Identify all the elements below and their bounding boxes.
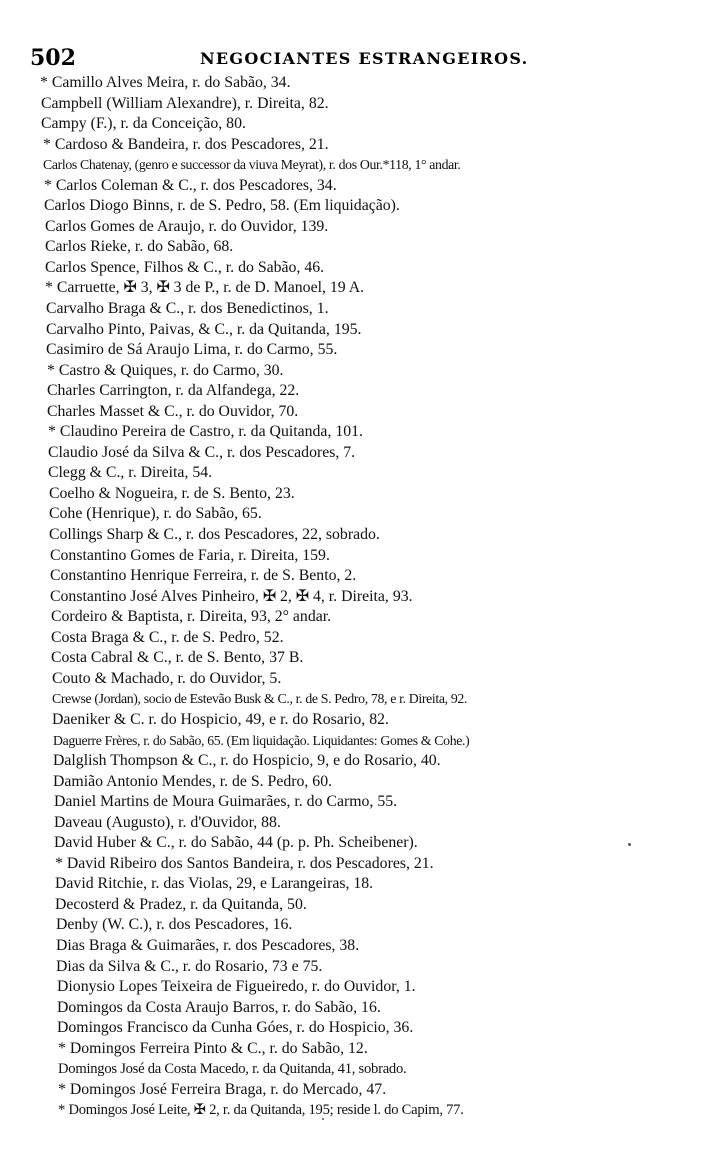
list-item: Couto & Machado, r. do Ouvidor, 5. (52, 669, 282, 687)
list-item: Carlos Chatenay, (genro e successor da viuva Meyrat), r. dos Our.*118, 1° andar. (43, 157, 461, 173)
list-item: Daeniker & C. r. do Hospicio, 49, e r. do Rosario, 82. (52, 710, 389, 728)
list-item: Carvalho Braga & C., r. dos Benedictinos, 1. (46, 300, 329, 318)
list-item: Cohe (Henrique), r. do Sabão, 65. (49, 505, 262, 523)
list-item: * Camillo Alves Meira, r. do Sabão, 34. (40, 74, 291, 91)
list-item: * Domingos José Leite, ✠ 2, r. da Quitanda, 195; reside l. do Capim, 77. (58, 1102, 464, 1119)
list-item: Domingos da Costa Araujo Barros, r. do Sabão, 16. (57, 998, 381, 1016)
list-item: Charles Carrington, r. da Alfandega, 22. (47, 382, 300, 400)
list-item: Cordeiro & Baptista, r. Direita, 93, 2° andar. (51, 608, 332, 626)
page-header (30, 44, 690, 72)
list-item: Costa Cabral & C., r. de S. Bento, 37 B. (51, 649, 304, 667)
merchant-directory-list (0, 73, 725, 1121)
list-item: David Ritchie, r. das Violas, 29, e Larangeiras, 18. (55, 875, 374, 893)
list-item: Constantino Gomes de Faria, r. Direita, 159. (50, 546, 330, 564)
list-item: David Huber & C., r. do Sabão, 44 (p. p. Ph. Scheibener). (54, 834, 418, 852)
list-item: Damião Antonio Mendes, r. de S. Pedro, 60. (53, 772, 333, 790)
list-item: Carvalho Pinto, Paivas, & C., r. da Quitanda, 195. (46, 320, 362, 338)
list-item: * Domingos José Ferreira Braga, r. do Mercado, 47. (58, 1080, 387, 1098)
list-item: Daniel Martins de Moura Guimarães, r. do Carmo, 55. (54, 793, 398, 811)
list-item: Constantino Henrique Ferreira, r. de S. Bento, 2. (50, 567, 357, 585)
list-item: Domingos Francisco da Cunha Góes, r. do Hospicio, 36. (57, 1019, 414, 1037)
list-item: * David Ribeiro dos Santos Bandeira, r. dos Pescadores, 21. (55, 854, 434, 872)
list-item: Dalglish Thompson & C., r. do Hospicio, 9, e do Rosario, 40. (53, 752, 441, 770)
list-item: Campy (F.), r. da Conceição, 80. (41, 115, 246, 133)
list-item: Dias Braga & Guimarães, r. dos Pescadores, 38. (56, 936, 360, 954)
list-item: Daguerre Frères, r. do Sabão, 65. (Em liquidação. Liquidantes: Gomes & Cohe.) (53, 732, 470, 748)
list-item: Denby (W. C.), r. dos Pescadores, 16. (56, 916, 293, 934)
list-item: * Carlos Coleman & C., r. dos Pescadores, 34. (44, 176, 337, 194)
list-item: Constantino José Alves Pinheiro, ✠ 2, ✠ 4, r. Direita, 93. (50, 587, 413, 605)
ink-speck (628, 843, 631, 846)
running-title: NEGOCIANTES ESTRANGEIROS. (200, 49, 529, 68)
list-item: Dias da Silva & C., r. do Rosario, 73 e 75. (56, 957, 323, 975)
list-item: Carlos Diogo Binns, r. de S. Pedro, 58. (Em liquidação). (44, 197, 400, 215)
list-item: Carlos Spence, Filhos & C., r. do Sabão, 46. (45, 258, 325, 276)
list-item: Domingos José da Costa Macedo, r. da Quitanda, 41, sobrado. (58, 1061, 407, 1078)
ink-speck (322, 1118, 324, 1120)
list-item: Campbell (William Alexandre), r. Direita, 82. (41, 94, 329, 112)
list-item: Collings Sharp & C., r. dos Pescadores, 22, sobrado. (49, 526, 380, 544)
list-item: * Castro & Quiques, r. do Carmo, 30. (47, 361, 284, 379)
list-item: * Domingos Ferreira Pinto & C., r. do Sabão, 12. (58, 1039, 368, 1057)
list-item: * Cardoso & Bandeira, r. dos Pescadores, 21. (43, 135, 329, 153)
list-item: * Claudino Pereira de Castro, r. da Quitanda, 101. (48, 423, 363, 441)
list-item: Carlos Gomes de Araujo, r. do Ouvidor, 139. (45, 217, 329, 235)
list-item: Daveau (Augusto), r. d'Ouvidor, 88. (54, 813, 281, 831)
list-item: * Carruette, ✠ 3, ✠ 3 de P., r. de D. Manoel, 19 A. (45, 279, 365, 297)
list-item: Crewse (Jordan), socio de Estevão Busk & C., r. de S. Pedro, 78, e r. Direita, 92. (52, 691, 468, 707)
list-item: Dionysio Lopes Teixeira de Figueiredo, r. do Ouvidor, 1. (57, 978, 416, 996)
list-item: Claudio José da Silva & C., r. dos Pescadores, 7. (48, 443, 356, 461)
list-item: Clegg & C., r. Direita, 54. (48, 464, 213, 482)
list-item: Casimiro de Sá Araujo Lima, r. do Carmo, 55. (46, 341, 338, 359)
list-item: Charles Masset & C., r. do Ouvidor, 70. (47, 402, 299, 420)
list-item: Coelho & Nogueira, r. de S. Bento, 23. (49, 484, 295, 502)
page-number: 502 (30, 45, 76, 71)
list-item: Carlos Rieke, r. do Sabão, 68. (45, 238, 234, 256)
list-item: Costa Braga & C., r. de S. Pedro, 52. (51, 628, 284, 646)
list-item: Decosterd & Pradez, r. da Quitanda, 50. (55, 895, 307, 913)
